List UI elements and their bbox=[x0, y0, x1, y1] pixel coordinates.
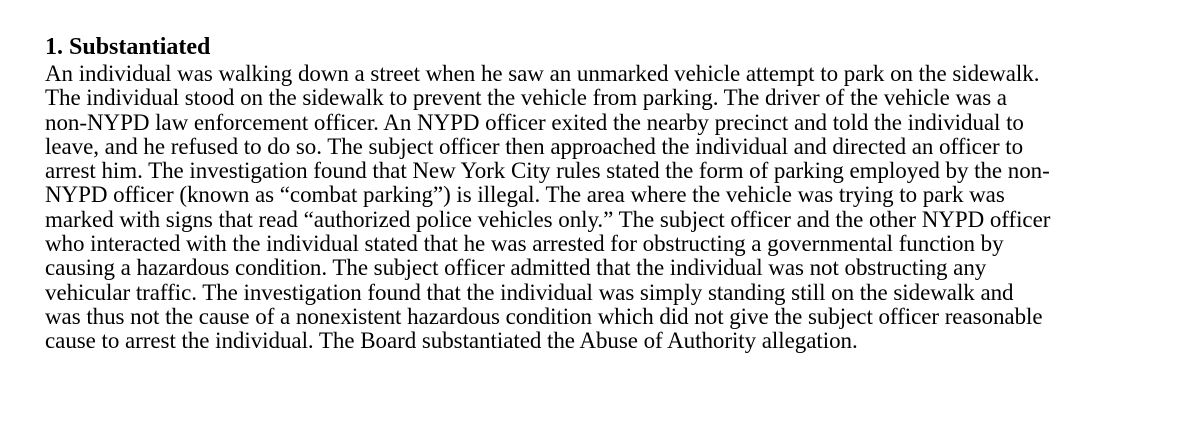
section-heading: 1. Substantiated bbox=[45, 34, 211, 60]
paragraph-line: leave, and he refused to do so. The subject officer then approached the individual and directed an officer to bbox=[45, 133, 1024, 159]
paragraph-line: NYPD officer (known as “combat parking”) is illegal. The area where the vehicle was trying to park was bbox=[45, 182, 1005, 208]
paragraph-line: vehicular traffic. The investigation found that the individual was simply standing still on the sidewalk and bbox=[45, 279, 1014, 305]
document-section bbox=[45, 33, 1175, 354]
paragraph-line: marked with signs that read “authorized police vehicles only.” The subject officer and the other NYPD officer bbox=[45, 206, 1051, 232]
paragraph-line: non-NYPD law enforcement officer. An NYPD officer exited the nearby precinct and told the individual to bbox=[45, 109, 1024, 135]
paragraph-line: The individual stood on the sidewalk to prevent the vehicle from parking. The driver of the vehicle was a bbox=[45, 85, 1007, 111]
section-paragraph bbox=[45, 62, 1175, 354]
paragraph-line: An individual was walking down a street when he saw an unmarked vehicle attempt to park on the sidewalk. bbox=[45, 61, 1040, 86]
paragraph-line: arrest him. The investigation found that New York City rules stated the form of parking employed by the non- bbox=[45, 158, 1050, 184]
paragraph-line: who interacted with the individual stated that he was arrested for obstructing a governmental function by bbox=[45, 231, 1004, 257]
paragraph-line: causing a hazardous condition. The subject officer admitted that the individual was not obstructing any bbox=[45, 255, 987, 281]
cropped-previous-text-fragment bbox=[0, 0, 1200, 4]
paragraph-line: was thus not the cause of a nonexistent hazardous condition which did not give the subject officer reasonable bbox=[45, 303, 1043, 329]
paragraph-line: cause to arrest the individual. The Board substantiated the Abuse of Authority allegation. bbox=[45, 328, 858, 354]
